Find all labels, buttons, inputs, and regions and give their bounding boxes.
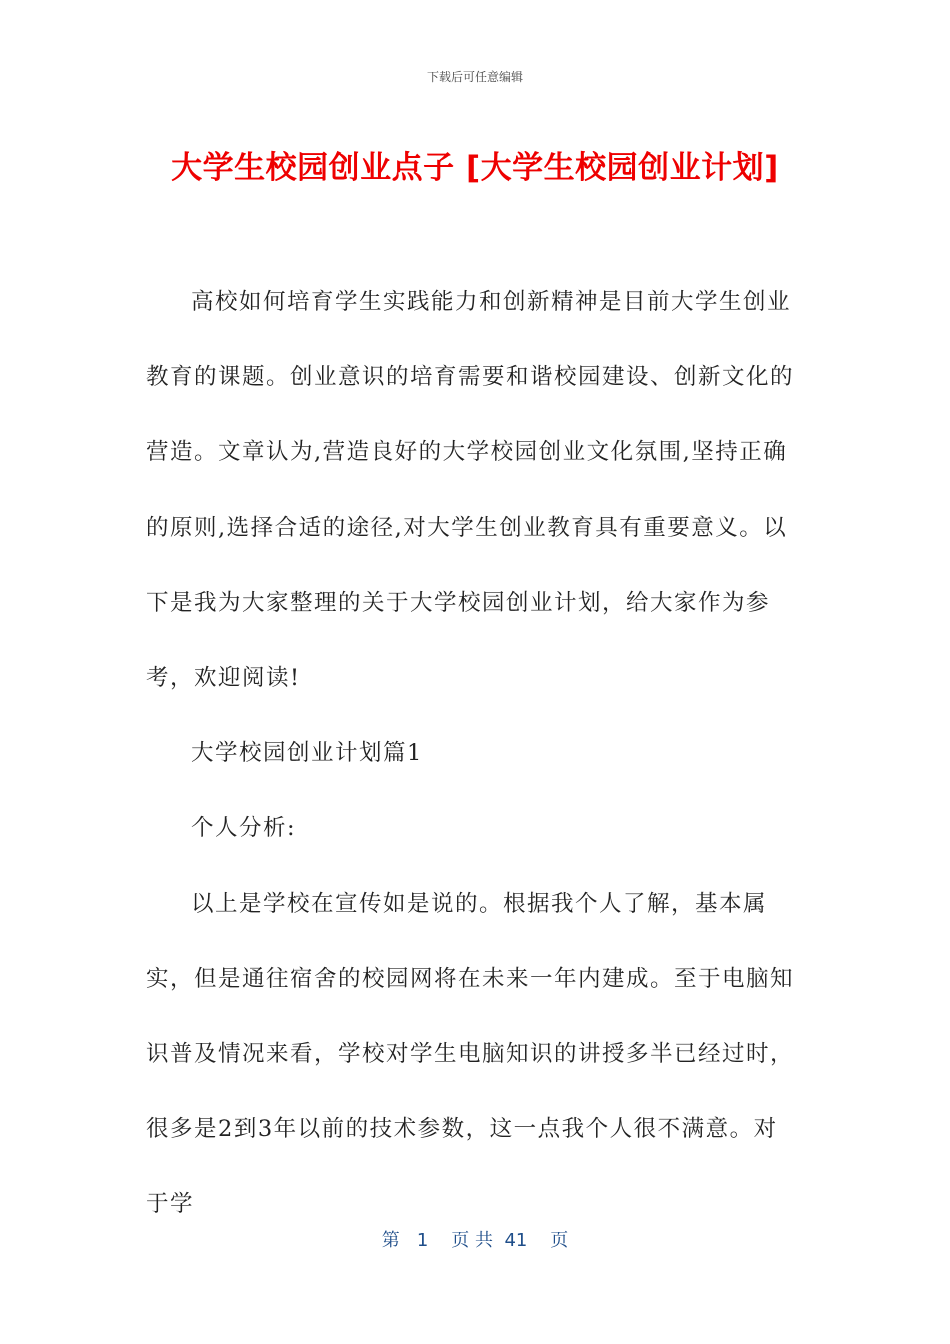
footer-page-prefix: 第 [381,1230,400,1251]
footer-total-pages: 41 [504,1230,528,1251]
page-footer [0,1226,950,1252]
footer-page-middle: 页 共 [451,1230,493,1251]
paragraph-intro: 高校如何培育学生实践能力和创新精神是目前大学生创业教育的课题。创业意识的培育需要和谐校园建设、创新文化的营造。文章认为,营造良好的大学校园创业文化氛围,坚持正确的原则,选择合适的途径,对大学生创业教育具有重要意义。以下是我为大家整理的关于大学校园创业计划，给大家作为参考，欢迎阅读! [146,289,795,692]
document-body [146,265,798,1243]
document-title: 大学生校园创业点子 [大学生校园创业计划] [171,150,779,186]
paragraph-personal-analysis: 个人分析: [191,815,297,842]
header-note: 下载后可任意编辑 [426,70,523,84]
footer-page-number: 1 [416,1230,429,1251]
paragraph-section-heading: 大学校园创业计划篇1 [191,740,423,767]
footer-page-suffix: 页 [550,1230,569,1251]
paragraph-analysis-body: 以上是学校在宣传如是说的。根据我个人了解，基本属实，但是通往宿舍的校园网将在未来一年内建成。至于电脑知识普及情况来看，学校对学生电脑知识的讲授多半已经过时，很多是2到3年以前的技术参数，这一点我个人很不满意。对于学 [146,890,795,1218]
